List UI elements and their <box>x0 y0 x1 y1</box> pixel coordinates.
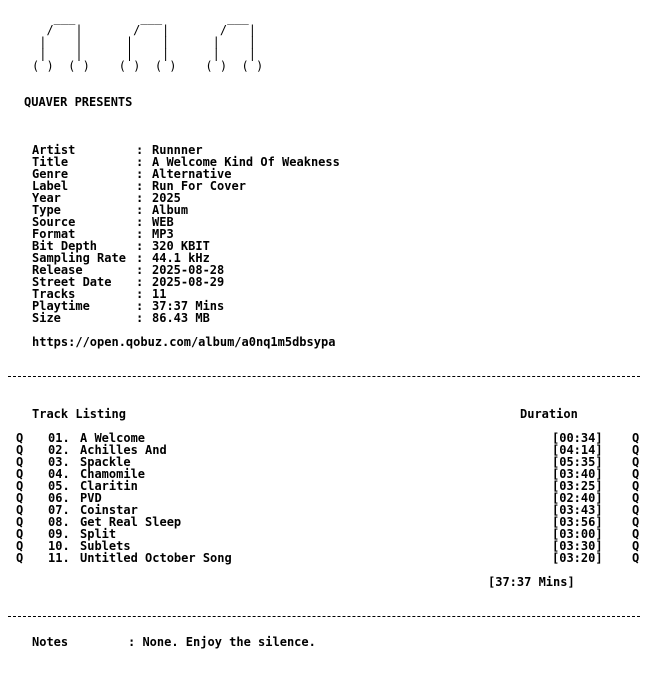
track-marker-right: Q <box>632 551 640 565</box>
info-separator: : <box>136 299 144 313</box>
info-value: 2025 <box>152 191 181 205</box>
info-label: Artist <box>32 143 76 157</box>
track-marker-right: Q <box>632 539 640 553</box>
info-label: Year <box>32 191 61 205</box>
info-separator: : <box>136 275 144 289</box>
track-number: 04. <box>48 467 70 481</box>
track-duration: [04:14] <box>552 443 603 457</box>
info-label: Format <box>32 227 76 241</box>
track-number: 10. <box>48 539 70 553</box>
track-marker-left: Q <box>16 503 24 517</box>
track-duration: [03:30] <box>552 539 603 553</box>
info-separator: : <box>136 155 144 169</box>
info-label: Bit Depth <box>32 239 98 253</box>
track-marker-left: Q <box>16 515 24 529</box>
info-separator: : <box>136 287 144 301</box>
track-duration: [03:00] <box>552 527 603 541</box>
info-label: Release <box>32 263 83 277</box>
track-marker-right: Q <box>632 491 640 505</box>
info-label: Genre <box>32 167 69 181</box>
info-separator: : <box>136 227 144 241</box>
info-value: MP3 <box>152 227 174 241</box>
track-number: 01. <box>48 431 70 445</box>
info-label: Label <box>32 179 69 193</box>
info-separator: : <box>136 203 144 217</box>
divider-top <box>8 376 640 377</box>
track-title: Untitled October Song <box>80 551 232 565</box>
info-separator: : <box>136 239 144 253</box>
info-separator: : <box>136 311 144 325</box>
info-value: Runnner <box>152 143 203 157</box>
info-label: Type <box>32 203 61 217</box>
info-value: Alternative <box>152 167 232 181</box>
album-url: https://open.qobuz.com/album/a0nq1m5dbsypa <box>32 335 336 349</box>
track-number: 09. <box>48 527 70 541</box>
track-title: Get Real Sleep <box>80 515 182 529</box>
quaver-logo-art: ___ ___ ___ / | / | / | | | | | | | | | | | | | ( ) ( ) ( ) ( ) ( ) ( ) <box>32 11 264 73</box>
track-title: A Welcome <box>80 431 146 445</box>
track-duration: [03:40] <box>552 467 603 481</box>
divider-bottom <box>8 616 640 617</box>
info-label: Title <box>32 155 69 169</box>
notes-label: Notes <box>32 635 69 649</box>
track-marker-left: Q <box>16 443 24 457</box>
track-title: Chamomile <box>80 467 146 481</box>
info-label: Source <box>32 215 76 229</box>
info-separator: : <box>136 215 144 229</box>
track-marker-left: Q <box>16 551 24 565</box>
track-marker-right: Q <box>632 467 640 481</box>
track-marker-left: Q <box>16 467 24 481</box>
duration-heading: Duration <box>520 407 578 421</box>
track-title: Spackle <box>80 455 131 469</box>
total-duration: [37:37 Mins] <box>488 575 575 589</box>
info-separator: : <box>136 167 144 181</box>
track-number: 06. <box>48 491 70 505</box>
track-marker-left: Q <box>16 455 24 469</box>
track-duration: [05:35] <box>552 455 603 469</box>
track-number: 11. <box>48 551 70 565</box>
info-separator: : <box>136 263 144 277</box>
track-marker-right: Q <box>632 455 640 469</box>
info-value: Run For Cover <box>152 179 246 193</box>
info-label: Street Date <box>32 275 112 289</box>
track-marker-right: Q <box>632 503 640 517</box>
track-marker-left: Q <box>16 431 24 445</box>
info-value: 44.1 kHz <box>152 251 210 265</box>
info-value: 2025-08-29 <box>152 275 225 289</box>
presenter-heading: QUAVER PRESENTS <box>24 95 133 109</box>
info-value: Album <box>152 203 189 217</box>
info-label: Tracks <box>32 287 76 301</box>
info-value: 86.43 MB <box>152 311 210 325</box>
track-marker-left: Q <box>16 527 24 541</box>
track-duration: [02:40] <box>552 491 603 505</box>
info-value: WEB <box>152 215 174 229</box>
track-duration: [03:43] <box>552 503 603 517</box>
info-value: A Welcome Kind Of Weakness <box>152 155 340 169</box>
track-marker-left: Q <box>16 539 24 553</box>
track-marker-right: Q <box>632 479 640 493</box>
track-marker-right: Q <box>632 515 640 529</box>
track-listing-heading: Track Listing <box>32 407 126 421</box>
info-value: 320 KBIT <box>152 239 210 253</box>
track-title: PVD <box>80 491 102 505</box>
track-marker-right: Q <box>632 431 640 445</box>
track-title: Claritin <box>80 479 138 493</box>
info-separator: : <box>136 143 144 157</box>
info-label: Sampling Rate <box>32 251 126 265</box>
info-separator: : <box>136 179 144 193</box>
track-marker-right: Q <box>632 443 640 457</box>
info-value: 2025-08-28 <box>152 263 225 277</box>
track-number: 08. <box>48 515 70 529</box>
info-value: 37:37 Mins <box>152 299 225 313</box>
track-duration: [03:25] <box>552 479 603 493</box>
track-title: Split <box>80 527 117 541</box>
info-label: Size <box>32 311 61 325</box>
track-title: Sublets <box>80 539 131 553</box>
track-number: 02. <box>48 443 70 457</box>
track-number: 03. <box>48 455 70 469</box>
track-duration: [03:20] <box>552 551 603 565</box>
track-marker-left: Q <box>16 491 24 505</box>
info-value: 11 <box>152 287 167 301</box>
info-separator: : <box>136 191 144 205</box>
track-duration: [03:56] <box>552 515 603 529</box>
track-marker-right: Q <box>632 527 640 541</box>
track-duration: [00:34] <box>552 431 603 445</box>
notes-text: None. Enjoy the silence. <box>142 635 316 649</box>
track-number: 05. <box>48 479 70 493</box>
track-number: 07. <box>48 503 70 517</box>
track-title: Coinstar <box>80 503 138 517</box>
notes-value: : None. Enjoy the silence. <box>128 635 316 649</box>
info-separator: : <box>136 251 144 265</box>
info-label: Playtime <box>32 299 90 313</box>
track-marker-left: Q <box>16 479 24 493</box>
track-title: Achilles And <box>80 443 167 457</box>
